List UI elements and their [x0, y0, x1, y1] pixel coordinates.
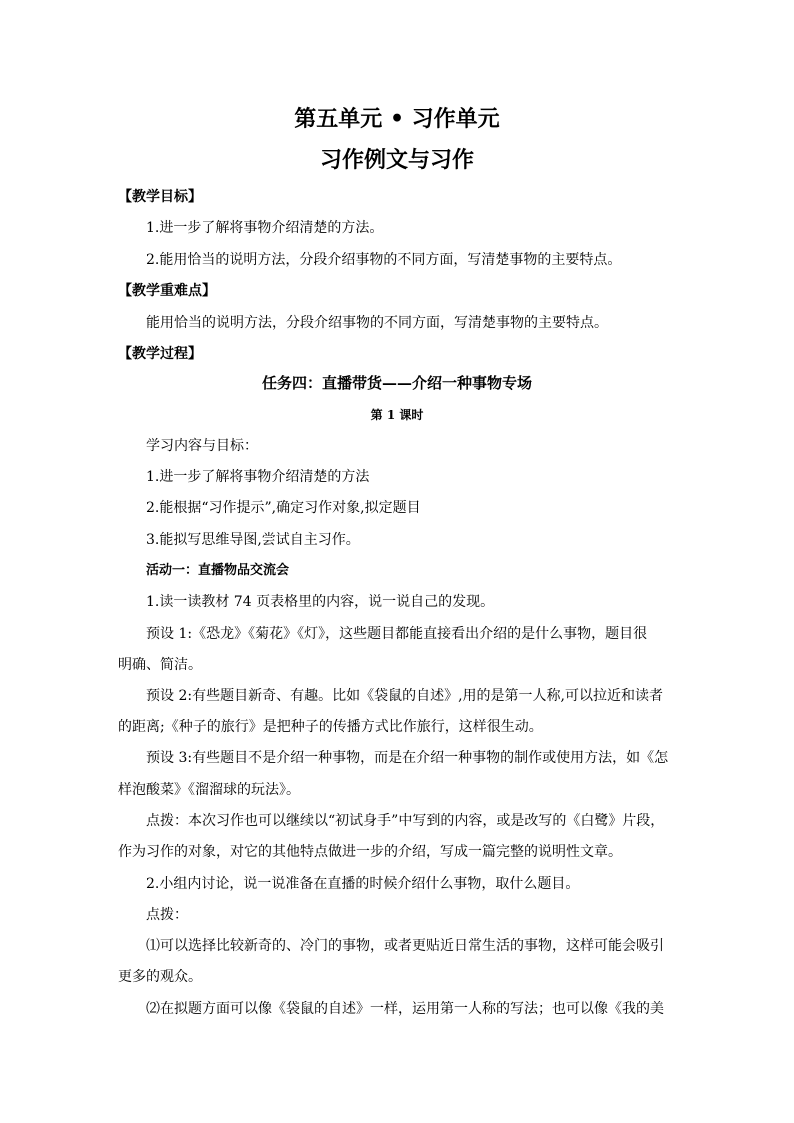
paragraph-line: 2.小组内讨论，说一说准备在直播的时候介绍什么事物，取什么题目。: [146, 876, 580, 892]
activity-heading: 活动一：直播物品交流会: [146, 563, 290, 578]
document-title: 第五单元 • 习作单元: [294, 106, 500, 132]
section-heading-process: 【教学过程】: [118, 346, 202, 362]
learning-goal-item: 3.能拟写思维导图,尝试自主习作。: [146, 532, 360, 548]
task-title: 任务四：直播带货——介绍一种事物专场: [261, 374, 532, 392]
paragraph-line: ⑴可以选择比较新奇的、冷门的事物，或者更贴近日常生活的事物，这样可能会吸引: [146, 938, 664, 954]
key-points-text: 能用恰当的说明方法，分段介绍事物的不同方面，写清楚事物的主要特点。: [146, 315, 608, 331]
paragraph-line: 预设 3:有些题目不是介绍一种事物，而是在介绍一种事物的制作或使用方法，如《怎: [146, 750, 669, 766]
paragraph-line: 的距离;《种子的旅行》是把种子的传播方式比作旅行，这样很生动。: [118, 719, 543, 735]
learning-goal-item: 2.能根据“习作提示”,确定习作对象,拟定题目: [146, 500, 421, 516]
section-heading-goals: 【教学目标】: [118, 189, 202, 205]
paragraph-line: 作为习作的对象，对它的其他特点做进一步的介绍，写成一篇完整的说明性文章。: [118, 844, 622, 860]
paragraph-line: 点拨：本次习作也可以继续以“初试身手”中写到的内容，或是改写的《白鹭》片段，: [146, 813, 665, 829]
paragraph-line: 更多的观众。: [118, 969, 202, 985]
lesson-label: 第 1 课时: [370, 408, 424, 422]
goal-item: 1.进一步了解将事物介绍清楚的方法。: [146, 220, 384, 236]
goal-item: 2.能用恰当的说明方法，分段介绍事物的不同方面，写清楚事物的主要特点。: [146, 252, 622, 268]
document-subtitle: 习作例文与习作: [319, 147, 474, 173]
paragraph-line: 样泡酸菜》《溜溜球的玩法》。: [118, 782, 300, 798]
section-heading-key-points: 【教学重难点】: [118, 283, 216, 299]
paragraph-line: ⑵在拟题方面可以像《袋鼠的自述》一样，运用第一人称的写法；也可以像《我的美: [146, 1001, 664, 1017]
paragraph-line: 明确、简洁。: [118, 657, 202, 673]
paragraph-line: 点拨：: [146, 907, 188, 923]
paragraph-line: 预设 1:《恐龙》《菊花》《灯》，这些题目都能直接看出介绍的是什么事物，题目很: [146, 626, 648, 642]
paragraph-line: 预设 2:有些题目新奇、有趣。比如《袋鼠的自述》,用的是第一人称,可以拉近和读者: [146, 688, 663, 704]
learning-goal-item: 1.进一步了解将事物介绍清楚的方法: [146, 469, 370, 485]
learning-goals-label: 学习内容与目标：: [146, 438, 258, 454]
paragraph-line: 1.读一读教材 74 页表格里的内容，说一说自己的发现。: [146, 594, 495, 610]
